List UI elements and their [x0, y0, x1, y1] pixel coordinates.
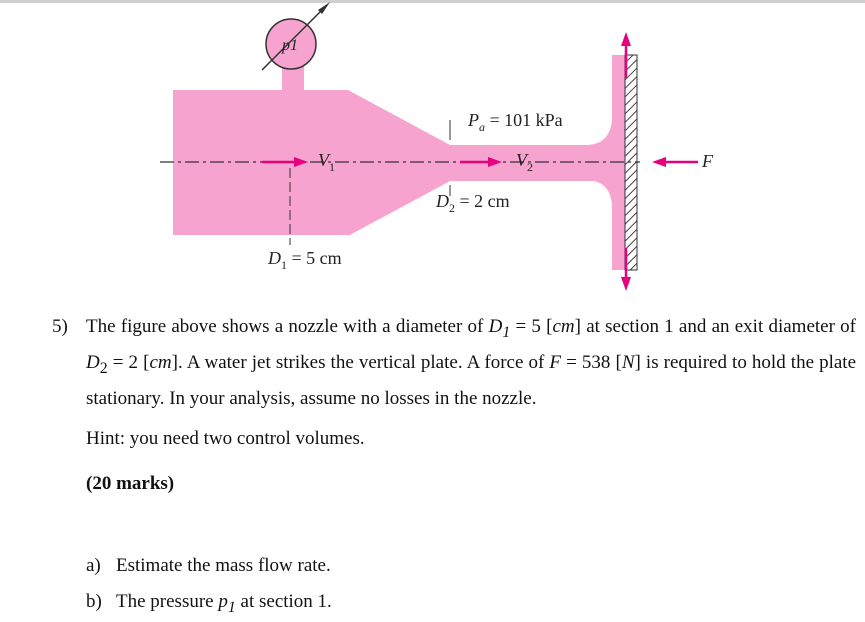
hint-text: Hint: you need two control volumes.	[86, 428, 365, 449]
part-a	[86, 555, 331, 577]
force-arrow	[652, 157, 666, 167]
v1-label: $V_1$	[318, 150, 335, 174]
part-b: b) The pressure $p_1$ at section 1.	[86, 591, 332, 616]
problem-text: The figure above shows a nozzle with a diameter of $D_1 = 5$ [cm] at section 1 and an exit diameter of $D_2 = 2$ [cm]. A water jet strikes the vertical plate. A force of F = 538 [N] is required to hold the plate stationary. In your analysis, assume no losses in the nozzle.	[86, 316, 857, 409]
problem-number: 5)	[52, 316, 68, 337]
pa-label: $P_a = 101$ kPa	[468, 110, 563, 134]
part-b-label: b)	[86, 591, 102, 612]
force-label: F	[702, 151, 713, 171]
d1-label: $D_1 = 5$ cm	[268, 248, 342, 272]
gauge-label: p1	[282, 37, 298, 54]
d2-label: $D_2 = 2$ cm	[436, 191, 510, 215]
nozzle-figure	[0, 0, 865, 305]
marks-text: (20 marks)	[86, 473, 175, 494]
outflow-up-arrow	[621, 32, 631, 46]
v2-label: $V_2$	[516, 150, 533, 174]
outflow-down-arrow	[621, 277, 631, 291]
part-a-text: Estimate the mass flow rate.	[116, 555, 331, 576]
part-a-label: a)	[86, 555, 101, 576]
